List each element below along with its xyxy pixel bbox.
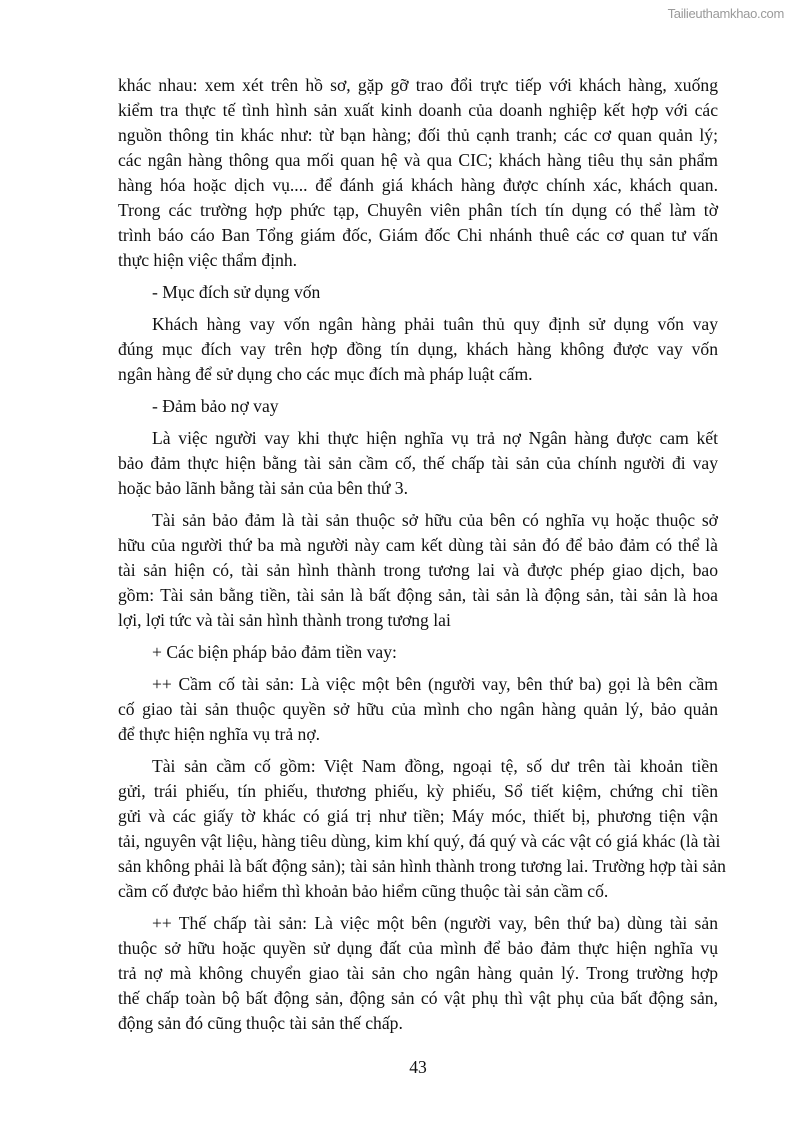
text-line: cầm cố được bảo hiểm thì khoản bảo hiểm cũng thuộc tài sản cầm cố. — [118, 881, 609, 901]
text-line: đúng mục đích vay trên hợp đồng tín dụng, khách hàng không được vay vốn — [118, 339, 718, 359]
text-line: - Mục đích sử dụng vốn — [152, 282, 321, 302]
paragraph — [118, 672, 718, 747]
text-line: kiểm tra thực tế tình hình sản xuất kinh doanh của doanh nghiệp kết hợp với các — [118, 100, 718, 120]
text-line: Tài sản cầm cố gồm: Việt Nam đồng, ngoại tệ, số dư trên tài khoản tiền — [152, 756, 718, 776]
text-line: để thực hiện nghĩa vụ trả nợ. — [118, 724, 321, 744]
text-line: trả nợ mà không chuyển giao tài sản cho ngân hàng quản lý. Trong trường hợp — [118, 963, 718, 983]
text-line: + Các biện pháp bảo đảm tiền vay: — [152, 642, 397, 662]
text-line: nguồn thông tin khác như: từ bạn hàng; đối thủ cạnh tranh; các cơ quan quản lý; — [118, 125, 718, 145]
text-line: Là việc người vay khi thực hiện nghĩa vụ trả nợ Ngân hàng được cam kết — [152, 428, 718, 448]
text-line: ngân hàng để sử dụng cho các mục đích mà pháp luật cấm. — [118, 364, 533, 384]
text-line: tải, nguyên vật liệu, hàng tiêu dùng, kim khí quý, đá quý và các vật có giá khác (là tài — [118, 831, 721, 851]
text-line: gồm: Tài sản bằng tiền, tài sản là bất động sản, tài sản là động sản, tài sản là hoa — [118, 585, 718, 605]
text-line: khác nhau: xem xét trên hồ sơ, gặp gỡ trao đổi trực tiếp với khách hàng, xuống — [118, 75, 718, 95]
text-line: động sản đó cũng thuộc tài sản thế chấp. — [118, 1013, 403, 1033]
page-number: 43 — [409, 1057, 427, 1077]
text-line: - Đảm bảo nợ vay — [152, 396, 279, 416]
text-line: sản không phải là bất động sản); tài sản hình thành trong tương lai. Trường hợp tài sản — [118, 856, 726, 876]
text-line: lợi, lợi tức và tài sản hình thành trong tương lai — [118, 610, 451, 630]
text-line: gửi, trái phiếu, tín phiếu, thương phiếu, kỳ phiếu, Sổ tiết kiệm, chứng chỉ tiền — [118, 781, 718, 801]
text-line: thực hiện việc thẩm định. — [118, 250, 298, 270]
text-line: cố giao tài sản thuộc quyền sở hữu của mình cho ngân hàng quản lý, bảo quản — [118, 699, 718, 719]
text-line: gửi và các giấy tờ khác có giá trị như tiền; Máy móc, thiết bị, phương tiện vận — [118, 806, 718, 826]
text-line: tài sản hiện có, tài sản hình thành trong tương lai và được phép giao dịch, bao — [118, 560, 718, 580]
paragraph — [118, 73, 718, 273]
text-line: thuộc sở hữu hoặc quyền sử dụng đất của mình để bảo đảm thực hiện nghĩa vụ — [118, 938, 718, 958]
text-line: bảo đảm thực hiện bằng tài sản cầm cố, thế chấp tài sản của chính người đi vay — [118, 453, 718, 473]
text-line: hàng hóa hoặc dịch vụ.... để đánh giá khách hàng được chính xác, khách quan. — [118, 175, 718, 195]
paragraph — [118, 911, 718, 1036]
text-line: trình báo cáo Ban Tổng giám đốc, Giám đốc Chi nhánh thuê các cơ quan tư vấn — [118, 225, 718, 245]
paragraph — [118, 754, 726, 904]
watermark: Tailieuthamkhao.com — [667, 6, 784, 21]
text-line: ++ Cầm cố tài sản: Là việc một bên (người vay, bên thứ ba) gọi là bên cầm — [152, 674, 718, 694]
text-line: hữu của người thứ ba mà người này cam kết dùng tài sản đó để bảo đảm có thể là — [118, 535, 718, 555]
paragraph — [118, 640, 718, 665]
text-line: Tài sản bảo đảm là tài sản thuộc sở hữu của bên có nghĩa vụ hoặc thuộc sở — [152, 510, 718, 530]
text-line: hoặc bảo lãnh bằng tài sản của bên thứ 3. — [118, 478, 408, 498]
paragraph — [118, 426, 718, 501]
text-line: thế chấp toàn bộ bất động sản, động sản có vật phụ thì vật phụ của bất động sản, — [118, 988, 718, 1008]
document-body — [118, 73, 726, 1043]
text-line: Trong các trường hợp phức tạp, Chuyên viên phân tích tín dụng có thể làm tờ — [118, 200, 718, 220]
paragraph — [118, 312, 718, 387]
text-line: các ngân hàng thông qua mối quan hệ và qua CIC; khách hàng tiêu thụ sản phẩm — [118, 150, 718, 170]
paragraph — [118, 280, 718, 305]
text-line: Khách hàng vay vốn ngân hàng phải tuân thủ quy định sử dụng vốn vay — [152, 314, 718, 334]
text-line: ++ Thế chấp tài sản: Là việc một bên (người vay, bên thứ ba) dùng tài sản — [152, 913, 718, 933]
paragraph — [118, 508, 718, 633]
paragraph — [118, 394, 718, 419]
